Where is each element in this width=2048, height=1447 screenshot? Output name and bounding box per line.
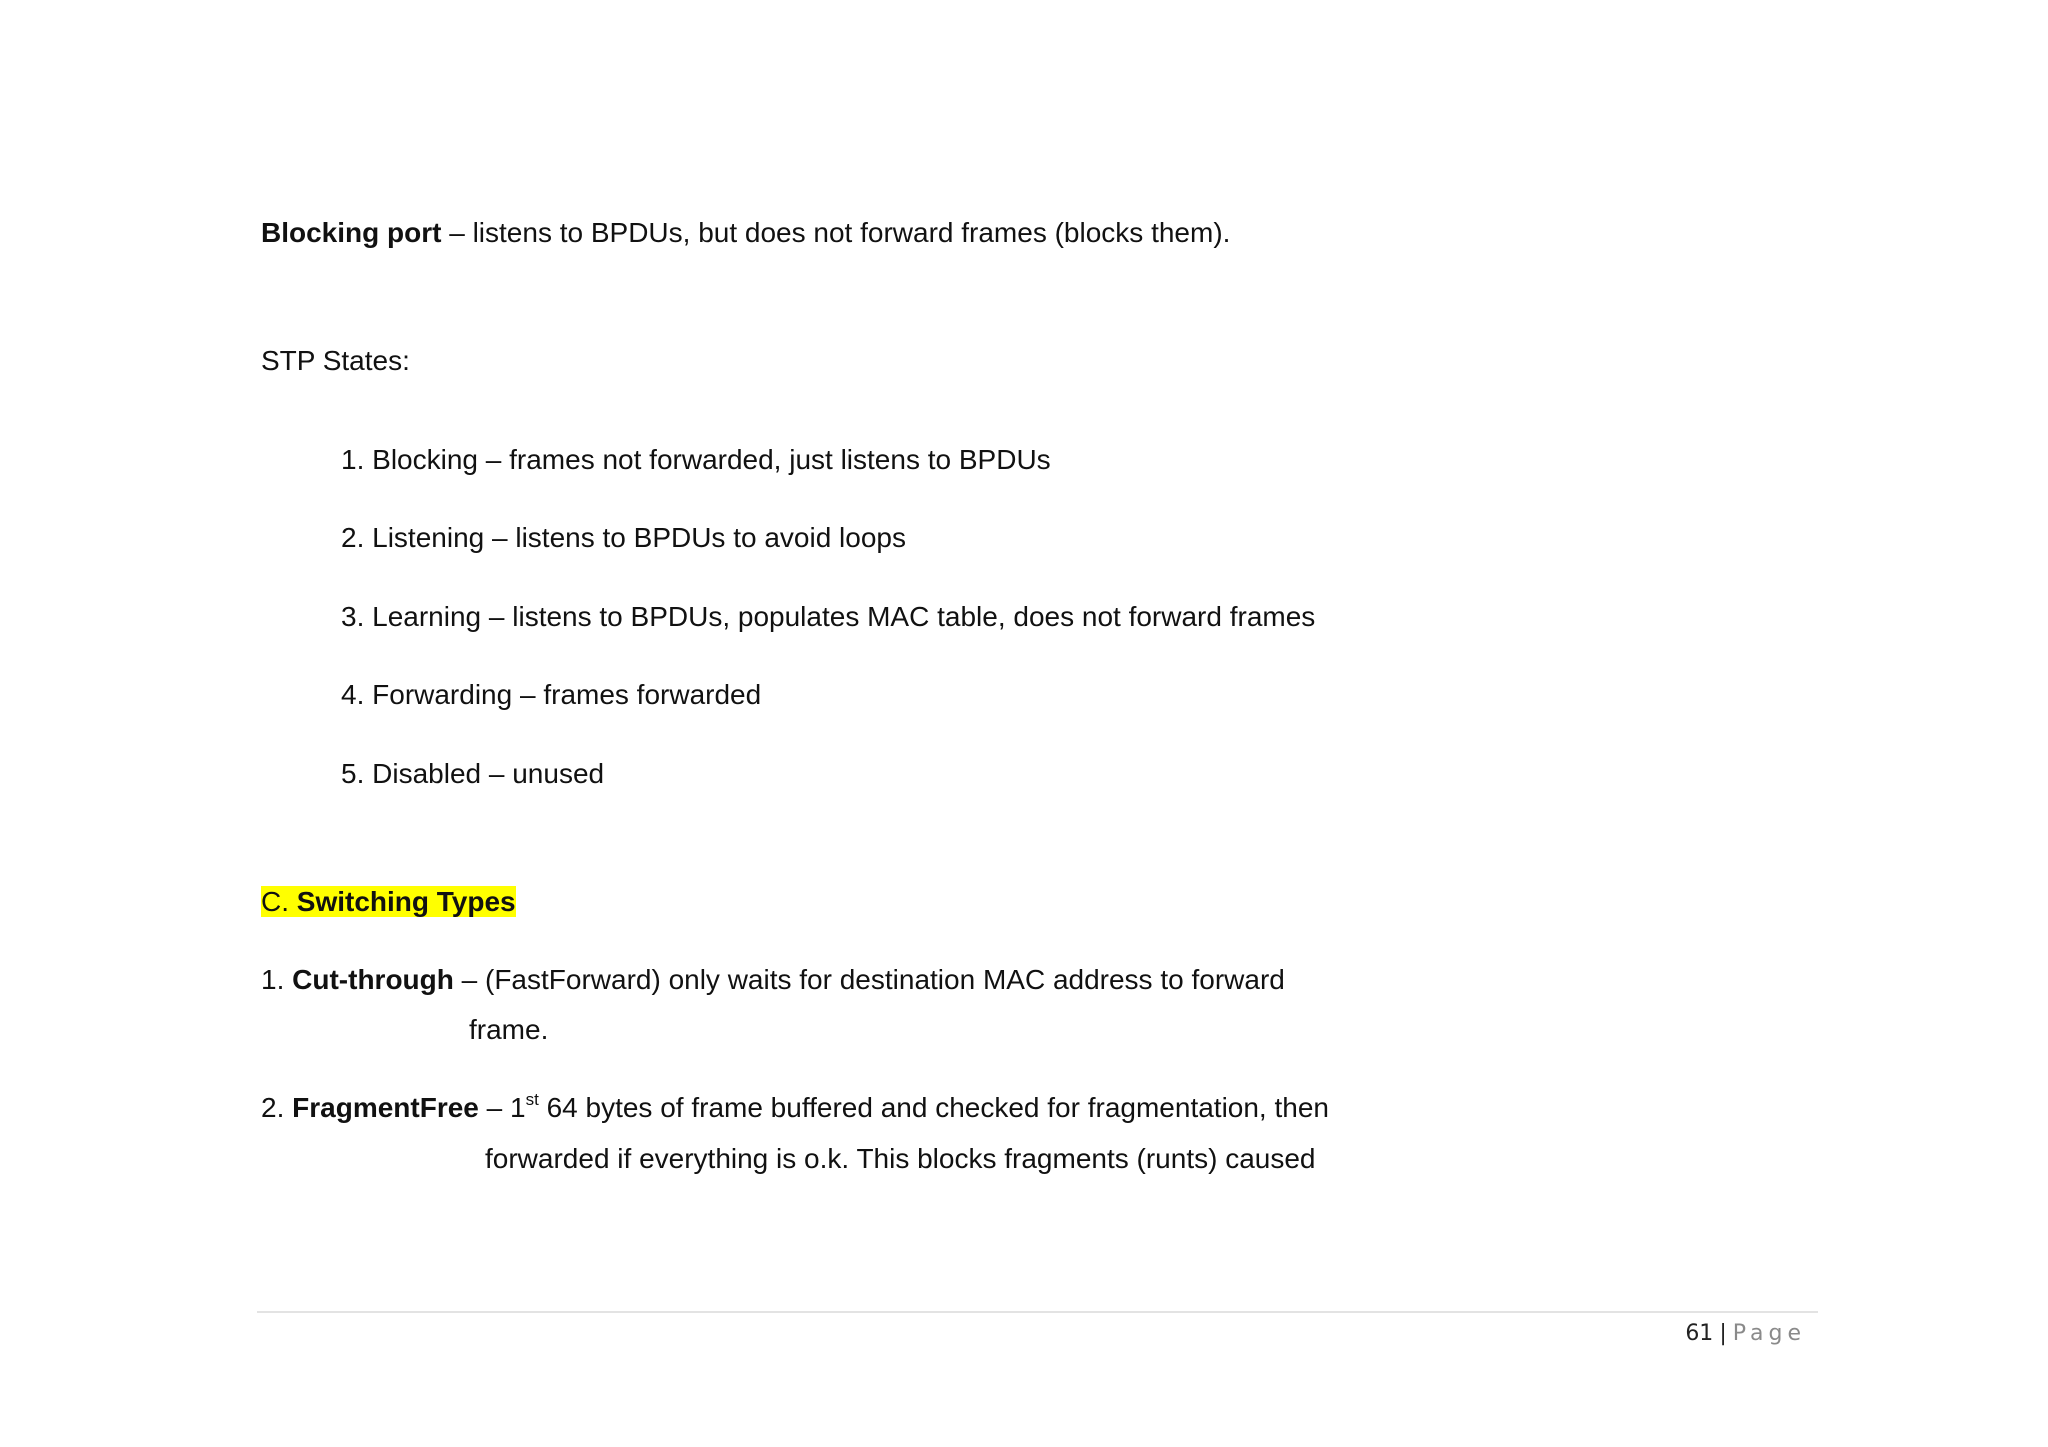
heading-prefix: C. — [261, 886, 297, 917]
switching-types-heading — [261, 884, 516, 920]
stp-state-item: 3. Learning – listens to BPDUs, populates MAC table, does not forward frames — [341, 601, 1316, 632]
footer-rule — [257, 1311, 1818, 1313]
page-number: 61 — [1685, 1321, 1714, 1346]
page-footer — [1685, 1319, 1806, 1349]
switching-type-continuation: frame. — [469, 1014, 549, 1045]
blocking-port-term: Blocking port — [261, 217, 442, 248]
switching-type-item: 1. Cut-through – (FastForward) only waits for destination MAC address to forward — [261, 964, 1285, 995]
switching-type-term: FragmentFree — [292, 1092, 479, 1123]
heading-text: Switching Types — [296, 886, 516, 917]
blocking-port-definition — [261, 215, 1230, 251]
page-label: Page — [1732, 1321, 1806, 1346]
stp-state-item: 4. Forwarding – frames forwarded — [341, 679, 762, 710]
blocking-port-text: – listens to BPDUs, but does not forward frames (blocks them). — [441, 217, 1231, 248]
stp-state-item: 1. Blocking – frames not forwarded, just listens to BPDUs — [341, 444, 1051, 475]
footer-separator: | — [1719, 1321, 1727, 1346]
ordinal-superscript: st — [525, 1090, 539, 1109]
switching-type-term: Cut-through — [292, 964, 454, 995]
stp-state-item: 5. Disabled – unused — [341, 758, 605, 789]
switching-type-item: 2. FragmentFree – 1st 64 bytes of frame buffered and checked for fragmentation, then — [261, 1090, 1329, 1123]
stp-state-item: 2. Listening – listens to BPDUs to avoid loops — [341, 522, 906, 553]
stp-states-heading: STP States: — [261, 345, 410, 376]
switching-type-continuation: forwarded if everything is o.k. This blocks fragments (runts) caused — [485, 1143, 1316, 1174]
